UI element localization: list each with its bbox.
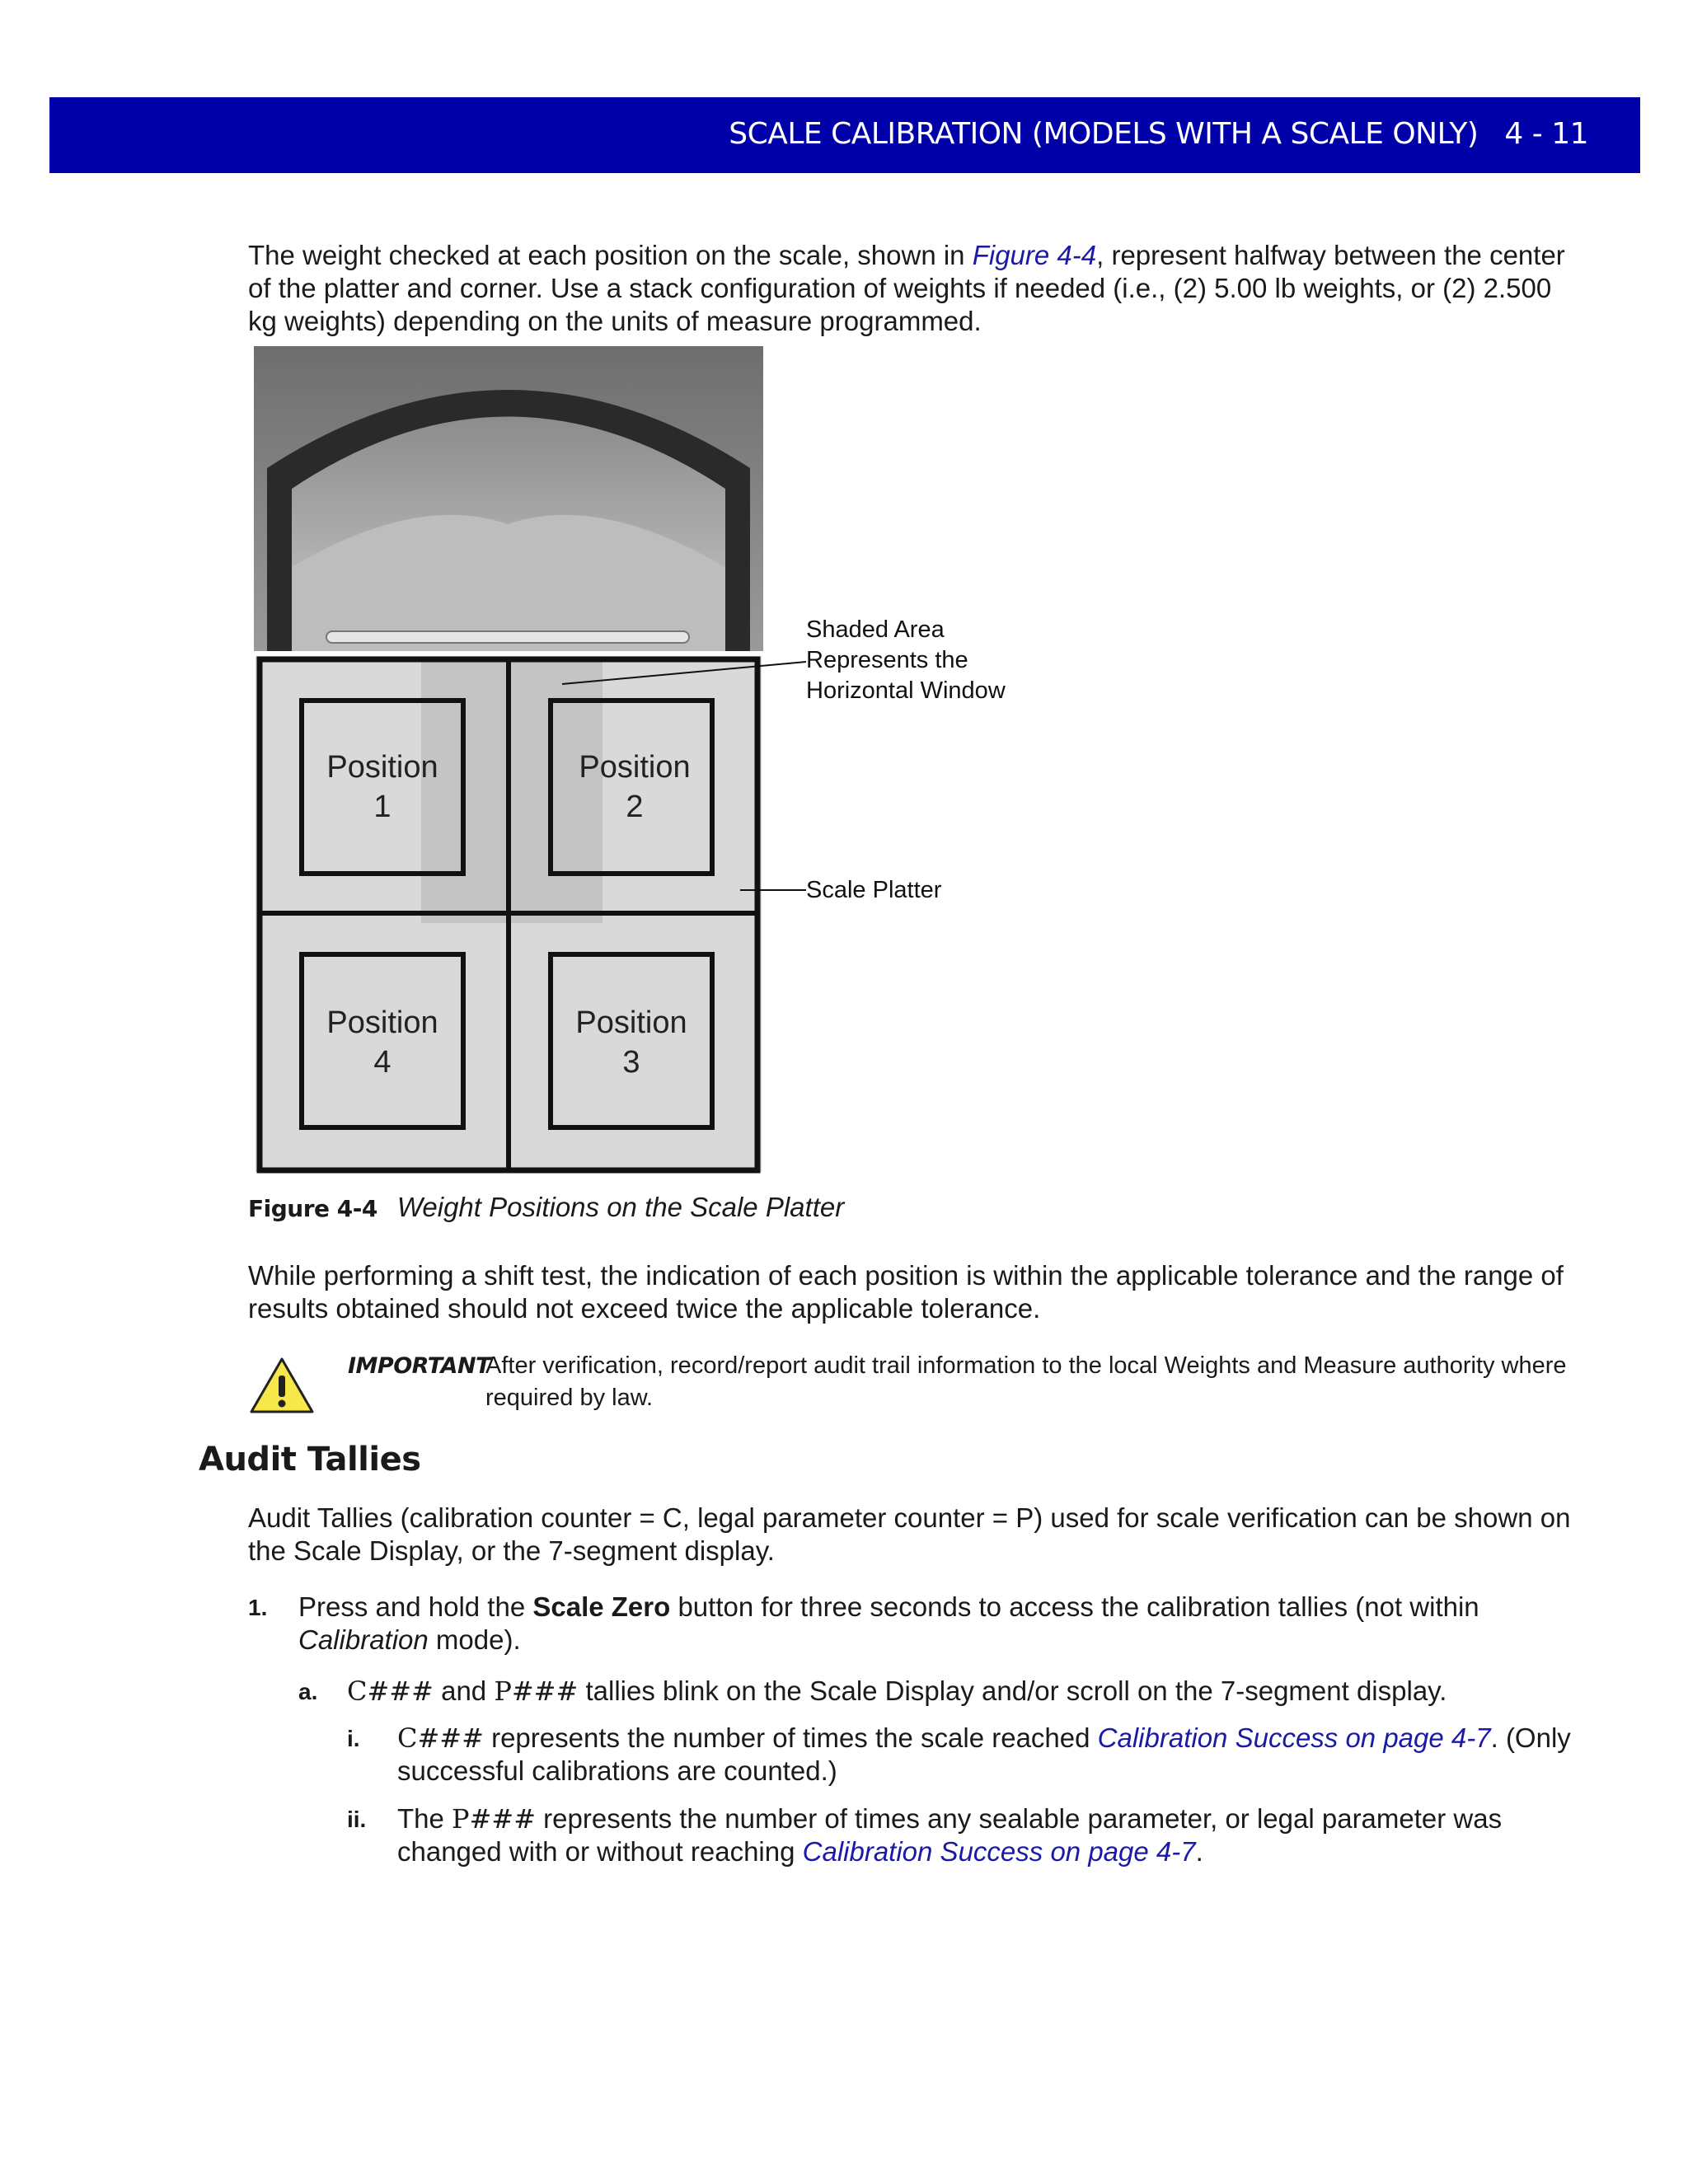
step-1-t1: Press and hold the (298, 1591, 533, 1622)
important-text: After verification, record/report audit trail information to the local Weights and Measure authority where required by law. (485, 1352, 1567, 1411)
position-3-number: 3 (622, 1045, 640, 1080)
callout-line-3: Horizontal Window (806, 677, 1006, 704)
step-a-text (347, 1675, 1583, 1708)
position-3-word: Position (575, 1005, 687, 1040)
position-2-number: 2 (626, 790, 644, 824)
calibration-success-link[interactable]: Calibration Success on page 4-7 (802, 1836, 1196, 1867)
position-1-number: 1 (373, 790, 392, 824)
calibration-term: Calibration (298, 1624, 429, 1655)
scale-platter-callout: Scale Platter (806, 877, 942, 903)
step-ii-t2: . (1195, 1836, 1203, 1867)
shaded-area-callout (806, 615, 1006, 706)
step-1-t3: mode). (428, 1624, 521, 1655)
step-a-t1: and (433, 1675, 495, 1706)
position-2-word: Position (579, 750, 691, 785)
step-a-marker: a. (298, 1679, 318, 1704)
step-i-t2: . (Only successful calibrations are counted.) (397, 1722, 1571, 1786)
step-ii-text (397, 1802, 1584, 1868)
intro-text-1: The weight checked at each position on the scale, shown in (248, 240, 973, 270)
header-title: SCALE CALIBRATION (MODELS WITH A SCALE ONLY) (729, 117, 1479, 151)
step-i-text (397, 1722, 1584, 1788)
step-ii-t1: represents the number of times any sealable parameter, or legal parameter was changed with or without reaching (397, 1803, 1503, 1867)
step-ii-marker: ii. (347, 1807, 367, 1832)
step-i-t1: represents the number of times the scale reached (483, 1722, 1098, 1753)
position-1-word: Position (326, 750, 438, 785)
step-1-marker: 1. (248, 1595, 268, 1620)
page-number: 4 - 11 (1504, 117, 1588, 151)
step-a-t2: tallies blink on the Scale Display and/or scroll on the 7-segment display. (578, 1675, 1447, 1706)
figure-link[interactable]: Figure 4-4 (972, 240, 1097, 270)
callout-line-1: Shaded Area (806, 616, 945, 643)
position-4-word: Position (326, 1005, 438, 1040)
position-4-number: 4 (373, 1045, 392, 1080)
calibration-success-link[interactable]: Calibration Success on page 4-7 (1097, 1722, 1491, 1753)
important-label: IMPORTANT (348, 1353, 490, 1379)
shaded-area-leader (562, 662, 806, 684)
c-tally-code: C### (347, 1675, 434, 1707)
step-ii-t0: The (397, 1803, 452, 1834)
figure-number: Figure 4-4 (248, 1195, 377, 1222)
warning-icon (249, 1356, 315, 1415)
figure-title: Weight Positions on the Scale Platter (396, 1192, 845, 1222)
p-tally-code: P### (452, 1803, 537, 1835)
c-tally-code: C### (397, 1722, 484, 1754)
shift-test-paragraph: While performing a shift test, the indication of each position is within the applicable tolerance and the range of results obtained should not exceed twice the applicable tolerance. (248, 1260, 1564, 1324)
audit-intro-paragraph: Audit Tallies (calibration counter = C, legal parameter counter = P) used for scale verification can be shown on the Scale Display, or the 7-segment display. (248, 1502, 1571, 1566)
figure-caption (248, 1192, 844, 1223)
step-1-text (298, 1591, 1584, 1657)
callout-line-2: Represents the (806, 647, 968, 673)
section-heading-audit-tallies: Audit Tallies (199, 1441, 421, 1479)
p-tally-code: P### (494, 1675, 579, 1707)
scale-zero-term: Scale Zero (532, 1591, 671, 1622)
step-i-marker: i. (347, 1726, 360, 1751)
intro-text-2: , represent halfway between the center of the platter and corner. Use a stack configuration of weights if needed (i.e., (2) 5.00 lb weights, or (2) 2.500 kg weights) depending on the units of measure programmed. (248, 240, 1565, 336)
step-1-t2: button for three seconds to access the calibration tallies (not within (670, 1591, 1479, 1622)
